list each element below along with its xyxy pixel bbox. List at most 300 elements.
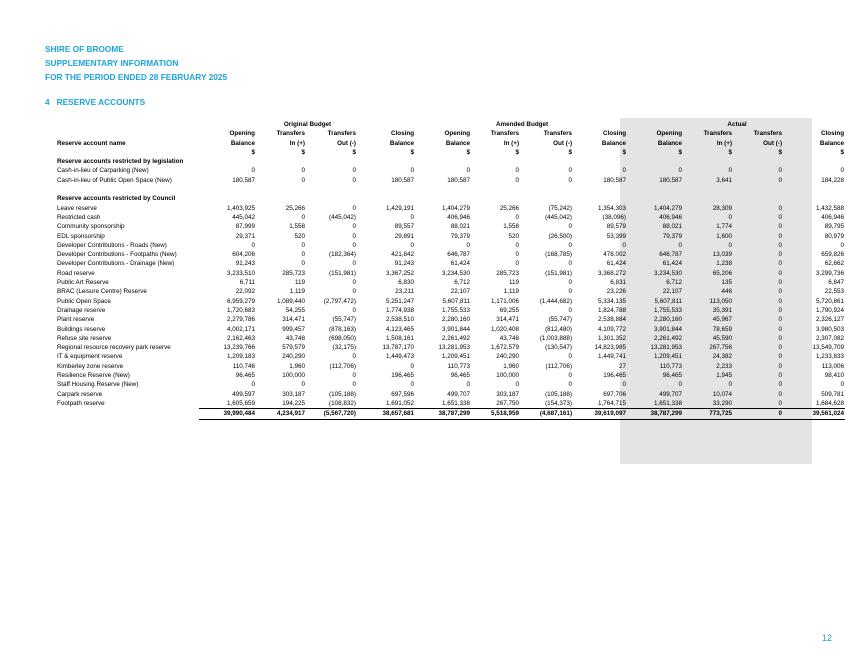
value-cell: 499,597 — [232, 390, 255, 398]
unit-label: $ — [678, 148, 683, 156]
value-cell: 1,209,451 — [654, 353, 683, 361]
column-header: Closing — [602, 130, 627, 138]
value-cell: 0 — [301, 251, 305, 259]
column-header: Closing — [820, 130, 845, 138]
value-cell: 27 — [619, 362, 627, 370]
value-cell: 1,960 — [503, 362, 520, 370]
value-cell: 2,233 — [716, 362, 733, 370]
value-cell: 520 — [294, 232, 305, 240]
value-cell: 0 — [778, 251, 783, 259]
group-header-row — [57, 120, 845, 129]
value-cell: 0 — [778, 241, 783, 249]
value-cell: 78,659 — [712, 325, 733, 333]
value-cell: 0 — [778, 344, 783, 352]
value-cell: 194,225 — [257, 399, 307, 409]
report-title: SUPPLEMENTARY INFORMATION — [45, 58, 179, 68]
value-cell: 28,309 — [712, 204, 733, 212]
value-cell: 45,967 — [712, 316, 733, 324]
value-cell: 0 — [734, 399, 784, 409]
value-cell: 1,558 — [503, 223, 520, 231]
value-cell: 98,410 — [824, 372, 845, 380]
value-cell: 1,691,052 — [358, 399, 416, 409]
value-cell: 0 — [568, 241, 573, 249]
column-header: Balance — [601, 139, 627, 147]
value-cell: 0 — [251, 381, 255, 389]
value-cell: 10,074 — [712, 390, 733, 398]
reserve-name: BRAC (Leisure Centre) Reserve — [57, 288, 147, 296]
value-cell: 100,000 — [496, 372, 520, 380]
value-cell: 87,999 — [235, 223, 255, 231]
column-header: Out (-) — [553, 139, 573, 147]
group-actual: Actual — [727, 121, 747, 128]
column-header: Transfers — [543, 130, 573, 138]
value-cell: 1,508,161 — [386, 334, 415, 342]
table-row — [57, 232, 845, 241]
value-cell: 0 — [840, 241, 845, 249]
value-cell: 0 — [622, 167, 627, 175]
value-cell: 0 — [515, 381, 520, 389]
value-cell: 1,960 — [289, 362, 305, 370]
value-cell: 0 — [778, 232, 783, 240]
value-cell: 0 — [778, 381, 783, 389]
value-cell: 0 — [352, 232, 356, 240]
reserve-name: Developer Contributions - Roads (New) — [57, 241, 167, 249]
value-cell: (445,042) — [329, 213, 356, 221]
table-row — [57, 204, 845, 213]
value-cell: 23,226 — [606, 288, 627, 296]
value-cell: 314,471 — [282, 316, 305, 324]
value-cell: 0 — [778, 176, 783, 184]
value-cell: 5,607,811 — [442, 297, 471, 305]
value-cell: 0 — [778, 260, 783, 268]
value-cell: 445,042 — [232, 213, 255, 221]
unit-row — [57, 148, 845, 157]
table-row — [57, 222, 845, 231]
value-cell: 1,238 — [716, 260, 733, 268]
value-cell: 2,280,160 — [442, 316, 471, 324]
value-cell: 0 — [352, 353, 356, 361]
value-cell: 0 — [778, 204, 783, 212]
value-cell: 25,266 — [499, 204, 520, 212]
value-cell: (130,547) — [545, 344, 573, 352]
total-cell: 0 — [734, 409, 784, 419]
value-cell: 0 — [352, 288, 356, 296]
value-cell: 646,787 — [447, 251, 471, 259]
table-row — [57, 166, 845, 175]
unit-label: $ — [840, 148, 845, 156]
reserve-name: Resilience Reserve (New) — [57, 372, 130, 380]
value-cell: 0 — [778, 362, 783, 370]
reserve-name: Kimberley zone reserve — [57, 362, 124, 370]
value-cell: 0 — [352, 204, 356, 212]
value-cell: (32,175) — [332, 344, 356, 352]
value-cell: 0 — [778, 223, 783, 231]
value-cell: 0 — [778, 306, 783, 314]
total-cell: 4,234,917 — [257, 409, 307, 419]
value-cell: 0 — [778, 390, 783, 398]
value-cell: 0 — [352, 372, 356, 380]
value-cell: 0 — [352, 176, 356, 184]
column-header: Closing — [390, 130, 415, 138]
reserve-name: Refuse site reserve — [57, 334, 112, 342]
value-cell: 14,823,985 — [594, 344, 627, 352]
table-body — [57, 157, 845, 419]
column-header: Transfers — [490, 130, 520, 138]
value-cell: 579,579 — [282, 344, 305, 352]
value-cell: 0 — [515, 251, 520, 259]
value-cell: 3,367,252 — [386, 269, 415, 277]
value-cell: 0 — [301, 167, 305, 175]
unit-label: $ — [410, 148, 415, 156]
value-cell: 1,354,303 — [598, 204, 627, 212]
value-cell: (151,981) — [545, 269, 573, 277]
value-cell: 1,755,533 — [442, 306, 471, 314]
value-cell: 2,261,492 — [654, 334, 683, 342]
value-cell: 3,234,530 — [442, 269, 471, 277]
value-cell: 406,946 — [447, 213, 471, 221]
value-cell: (2,797,472) — [323, 297, 356, 305]
value-cell: 6,712 — [454, 279, 471, 287]
value-cell: 267,750 — [472, 399, 521, 409]
value-cell: 110,773 — [659, 362, 683, 370]
value-cell: 79,379 — [662, 232, 683, 240]
spacer-row — [57, 185, 845, 194]
reserve-name: Cash-in-lieu of Public Open Space (New) — [57, 176, 172, 184]
value-cell: 13,239,766 — [223, 344, 255, 352]
value-cell: 0 — [410, 241, 415, 249]
value-cell: 0 — [778, 372, 783, 380]
total-row — [57, 409, 845, 419]
value-cell: (151,981) — [329, 269, 356, 277]
value-cell: 604,206 — [232, 251, 255, 259]
reserve-name: Regional resource recovery park reserve — [57, 344, 171, 352]
value-cell: 0 — [515, 241, 520, 249]
value-cell: 5,607,811 — [654, 297, 683, 305]
total-cell: 39,561,024 — [784, 409, 845, 419]
value-cell: 1,558 — [289, 223, 305, 231]
reserve-name: Developer Contributions - Drainage (New) — [57, 260, 175, 268]
value-cell: 5,334,135 — [598, 297, 627, 305]
value-cell: 267,756 — [709, 344, 733, 352]
value-cell: 1,774 — [716, 223, 733, 231]
value-cell: 0 — [778, 334, 783, 342]
value-cell: 3,901,844 — [654, 325, 683, 333]
value-cell: 180,587 — [391, 176, 415, 184]
value-cell: 0 — [778, 167, 783, 175]
table-row — [57, 241, 845, 250]
unit-label: $ — [728, 148, 733, 156]
value-cell: 659,826 — [821, 251, 845, 259]
value-cell: (698,050) — [329, 334, 356, 342]
value-cell: 180,587 — [603, 176, 627, 184]
table-row — [57, 362, 845, 371]
value-cell: 0 — [568, 279, 573, 287]
org-name: SHIRE OF BROOME — [45, 44, 124, 54]
value-cell: 0 — [466, 241, 471, 249]
value-cell: 1,020,408 — [491, 325, 520, 333]
value-cell: 3,980,503 — [816, 325, 845, 333]
value-cell: 1,089,440 — [276, 297, 305, 305]
unit-label: $ — [352, 148, 356, 156]
value-cell: 0 — [515, 176, 520, 184]
value-cell: 100,000 — [282, 372, 305, 380]
value-cell: 54,255 — [285, 306, 305, 314]
value-cell: 6,831 — [610, 279, 627, 287]
reserve-name: Public Open Space — [57, 297, 111, 305]
value-cell: 520 — [508, 232, 520, 240]
column-header: Out (-) — [763, 139, 783, 147]
reserve-name: Buildings reserve — [57, 325, 106, 333]
reserve-name: Public Art Reserve — [57, 279, 109, 287]
value-cell: 0 — [778, 213, 783, 221]
value-cell: 96,465 — [450, 372, 471, 380]
value-cell: 0 — [515, 260, 520, 268]
value-cell: 314,471 — [496, 316, 520, 324]
value-cell: 478,002 — [603, 251, 627, 259]
value-cell: 3,368,272 — [598, 269, 627, 277]
value-cell: 0 — [301, 213, 305, 221]
value-cell: 0 — [466, 381, 471, 389]
table-row — [57, 269, 845, 278]
value-cell: 697,706 — [603, 390, 627, 398]
value-cell: 499,707 — [659, 390, 683, 398]
value-cell: 196,465 — [391, 372, 415, 380]
group-original-budget: Original Budget — [283, 121, 332, 128]
value-cell: 0 — [251, 167, 255, 175]
section-label: Reserve accounts restricted by Council — [57, 195, 176, 203]
value-cell: 0 — [568, 372, 573, 380]
value-cell: 1,119 — [289, 288, 305, 296]
value-cell: 0 — [728, 241, 733, 249]
column-header: Transfers — [703, 130, 733, 138]
value-cell: 0 — [778, 316, 783, 324]
value-cell: 0 — [251, 241, 255, 249]
value-cell: 1,432,588 — [816, 204, 845, 212]
column-header: In (+) — [503, 139, 520, 147]
value-cell: 0 — [410, 167, 415, 175]
value-cell: 1,233,833 — [816, 353, 845, 361]
section-number: 4 — [45, 97, 50, 107]
value-cell: 13,281,953 — [438, 344, 471, 352]
total-cell: 39,990,484 — [199, 409, 257, 419]
value-cell: 4,109,772 — [598, 325, 627, 333]
value-cell: 0 — [568, 381, 573, 389]
value-cell: 96,465 — [235, 372, 255, 380]
value-cell: 0 — [778, 279, 783, 287]
value-cell: (1,444,682) — [539, 297, 573, 305]
group-amended-budget: Amended Budget — [495, 121, 549, 128]
value-cell: 79,379 — [450, 232, 471, 240]
table-row — [57, 213, 845, 222]
reserve-name: Carpark reserve — [57, 390, 103, 398]
value-cell: (168,785) — [545, 251, 573, 259]
table-row — [57, 176, 845, 185]
value-cell: 88,021 — [662, 223, 683, 231]
value-cell: 1,403,925 — [226, 204, 255, 212]
table-row — [57, 259, 845, 268]
value-cell: (445,042) — [545, 213, 573, 221]
section-title: RESERVE ACCOUNTS — [56, 97, 146, 107]
value-cell: 0 — [728, 381, 733, 389]
value-cell: 45,590 — [712, 334, 733, 342]
value-cell: 1,600 — [716, 232, 733, 240]
value-cell: 25,266 — [285, 204, 305, 212]
value-cell: 0 — [728, 167, 733, 175]
column-header: Out (-) — [337, 139, 356, 147]
value-cell: 6,959,279 — [226, 297, 255, 305]
value-cell: 110,746 — [232, 362, 255, 370]
value-cell: 0 — [352, 260, 356, 268]
value-cell: 43,748 — [285, 334, 305, 342]
value-cell: 89,795 — [824, 223, 845, 231]
value-cell: 1,209,451 — [442, 353, 471, 361]
value-cell: (26,500) — [548, 232, 573, 240]
value-cell: 446 — [721, 288, 733, 296]
reserve-name: IT & equipment reserve — [57, 353, 123, 361]
value-cell: 0 — [352, 381, 356, 389]
value-cell: 999,457 — [282, 325, 305, 333]
value-cell: 62,662 — [824, 260, 845, 268]
column-header: In (+) — [716, 139, 733, 147]
value-cell: 0 — [352, 167, 356, 175]
value-cell: 0 — [301, 381, 305, 389]
table-row — [57, 334, 845, 343]
value-cell: 13,549,709 — [812, 344, 845, 352]
value-cell: 113,050 — [709, 297, 733, 305]
column-header: Balance — [657, 139, 683, 147]
value-cell: 13,281,953 — [650, 344, 683, 352]
value-cell: (878,163) — [329, 325, 356, 333]
value-cell: 61,424 — [662, 260, 683, 268]
value-cell: 6,847 — [828, 279, 845, 287]
value-cell: 5,720,861 — [816, 297, 845, 305]
value-cell: 0 — [301, 260, 305, 268]
value-cell: 0 — [410, 381, 415, 389]
value-cell: 0 — [568, 306, 573, 314]
value-cell: 5,251,247 — [386, 297, 415, 305]
reserve-name: Drainage reserve — [57, 306, 106, 314]
column-header-row-2 — [57, 139, 845, 148]
value-cell: 2,261,492 — [442, 334, 471, 342]
column-header: Transfers — [327, 130, 356, 138]
column-header: Opening — [229, 130, 255, 138]
value-cell: 646,787 — [659, 251, 683, 259]
value-cell: 303,187 — [496, 390, 520, 398]
table-row — [57, 278, 845, 287]
value-cell: 2,538,884 — [598, 316, 627, 324]
value-cell: 2,538,510 — [386, 316, 415, 324]
unit-label: $ — [568, 148, 573, 156]
value-cell: (154,373) — [521, 399, 574, 409]
value-cell: 6,711 — [239, 279, 255, 287]
value-cell: 1,301,352 — [598, 334, 627, 342]
value-cell: 3,234,530 — [654, 269, 683, 277]
reserve-name: Plant reserve — [57, 316, 95, 324]
value-cell: 0 — [568, 167, 573, 175]
reserve-name: Leave reserve — [57, 204, 97, 212]
value-cell: 33,290 — [684, 399, 734, 409]
value-cell: 1,764,715 — [574, 399, 628, 409]
value-cell: (38,096) — [602, 213, 627, 221]
value-cell: 180,587 — [659, 176, 683, 184]
column-header: In (+) — [289, 139, 305, 147]
value-cell: 22,092 — [235, 288, 255, 296]
value-cell: 0 — [622, 241, 627, 249]
reserve-name: Footpath reserve — [57, 400, 105, 408]
value-cell: 2,280,160 — [654, 316, 683, 324]
reserve-name: Staff Housing Reserve (New) — [57, 381, 139, 389]
report-period: FOR THE PERIOD ENDED 28 FEBRUARY 2025 — [45, 72, 228, 82]
value-cell: 22,107 — [450, 288, 471, 296]
value-cell: 1,651,338 — [628, 399, 684, 409]
reserve-name: Developer Contributions - Footpaths (New) — [57, 251, 177, 259]
column-header: Balance — [389, 139, 415, 147]
value-cell: 1,171,006 — [491, 297, 520, 305]
column-header: Balance — [445, 139, 471, 147]
value-cell: 69,255 — [499, 306, 520, 314]
value-cell: 0 — [840, 167, 845, 175]
table-row — [57, 287, 845, 296]
value-cell: 89,579 — [606, 223, 627, 231]
column-header: Opening — [444, 130, 471, 138]
value-cell: 1,720,683 — [226, 306, 255, 314]
section-label: Reserve accounts restricted by legislation — [57, 158, 184, 166]
unit-label: $ — [301, 148, 305, 156]
value-cell: 0 — [410, 362, 415, 370]
value-cell: 2,162,463 — [226, 334, 255, 342]
value-cell: 29,371 — [235, 232, 255, 240]
reserve-name: Road reserve — [57, 269, 95, 277]
value-cell: 406,946 — [659, 213, 683, 221]
column-header: Balance — [230, 139, 255, 147]
value-cell: 1,651,338 — [416, 399, 472, 409]
table-row — [57, 297, 845, 306]
value-cell: 2,307,082 — [816, 334, 845, 342]
value-cell: 113,006 — [821, 362, 845, 370]
value-cell: 0 — [301, 241, 305, 249]
value-cell: 135 — [721, 279, 733, 287]
table-row — [57, 250, 845, 259]
value-cell: 1,404,279 — [654, 204, 683, 212]
value-cell: 0 — [678, 381, 683, 389]
reserve-name: Community sponsorship — [57, 223, 125, 231]
value-cell: 0 — [352, 279, 356, 287]
value-cell: 697,596 — [391, 390, 415, 398]
table-row — [57, 371, 845, 380]
value-cell: 22,107 — [662, 288, 683, 296]
value-cell: 509,781 — [821, 390, 845, 398]
value-cell: 0 — [778, 269, 783, 277]
value-cell: 240,290 — [496, 353, 520, 361]
value-cell: (812,480) — [545, 325, 573, 333]
value-cell: 22,553 — [824, 288, 845, 296]
value-cell: 180,587 — [232, 176, 255, 184]
value-cell: 0 — [568, 176, 573, 184]
value-cell: 285,723 — [282, 269, 305, 277]
value-cell: 0 — [840, 381, 845, 389]
value-cell: 89,557 — [394, 223, 415, 231]
column-header: Transfers — [753, 130, 783, 138]
value-cell: 1,404,279 — [442, 204, 471, 212]
value-cell: 2,279,786 — [226, 316, 255, 324]
value-cell: 180,587 — [447, 176, 471, 184]
value-cell: 1,684,628 — [784, 399, 845, 409]
value-cell: 3,901,844 — [442, 325, 471, 333]
value-cell: 0 — [568, 260, 573, 268]
reserve-accounts-table — [57, 120, 845, 420]
value-cell: 119 — [509, 279, 520, 287]
value-cell: 1,605,659 — [199, 399, 257, 409]
